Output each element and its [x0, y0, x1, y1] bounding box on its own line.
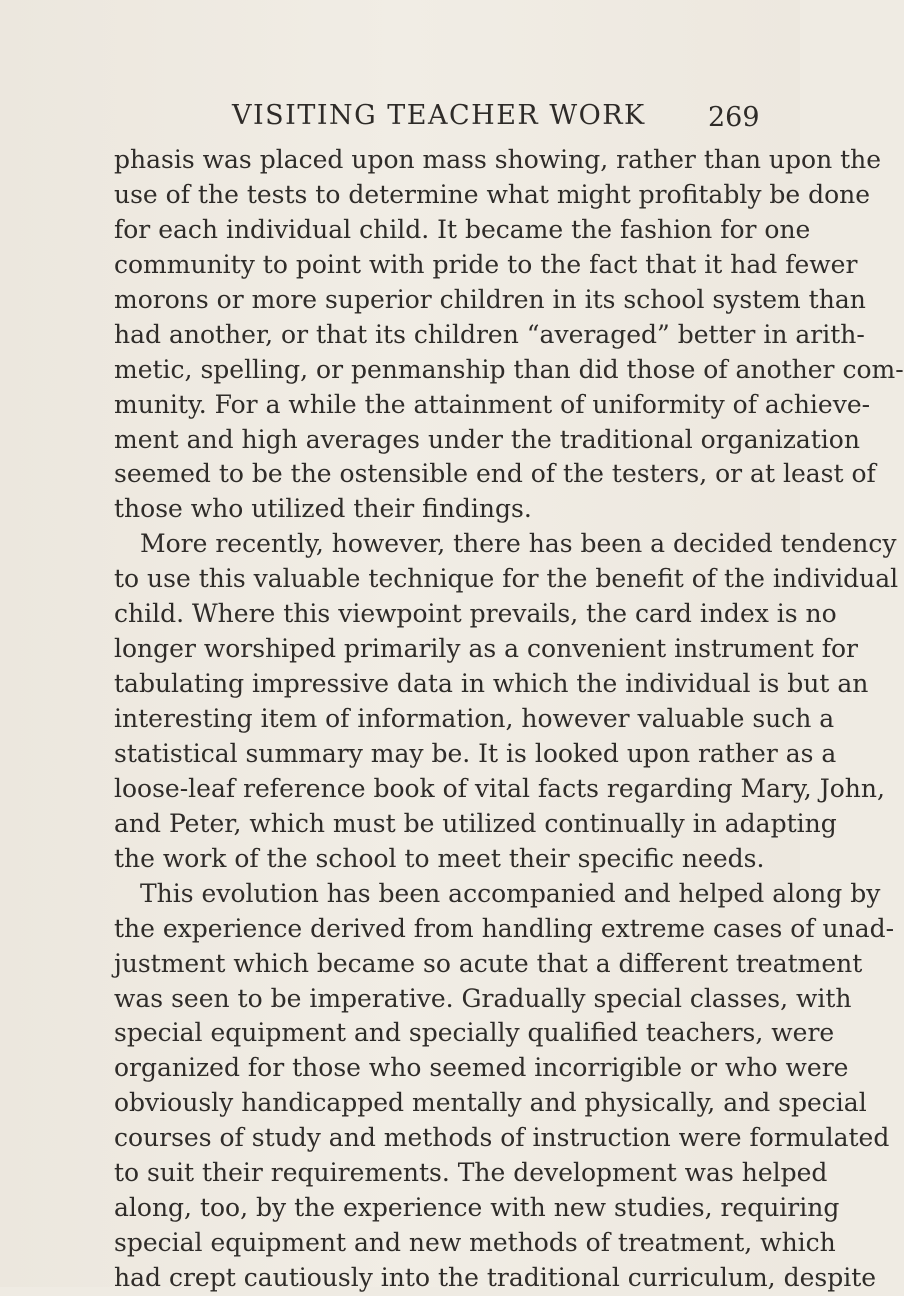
text-line: loose-leaf reference book of vital facts regarding Mary, John, — [114, 773, 885, 803]
text-line: to suit their requirements. The development was helped — [114, 1158, 828, 1188]
text-line: child. Where this viewpoint prevails, the card index is no — [114, 599, 837, 629]
text-line: ment and high averages under the traditional organization — [114, 424, 860, 454]
text-line: munity. For a while the attainment of uniformity of achieve- — [114, 389, 871, 419]
text-line: courses of study and methods of instruction were formulated — [114, 1123, 890, 1153]
paragraph-start-line: More recently, however, there has been a decided tendency — [140, 529, 897, 559]
text-line: seemed to be the ostensible end of the testers, or at least of — [114, 459, 876, 489]
running-title: VISITING TEACHER WORK — [232, 100, 646, 131]
page-number: 269 — [708, 102, 760, 133]
paragraph-end-line: the work of the school to meet their specific needs. — [114, 843, 765, 873]
paragraph-end-line: those who utilized their findings. — [114, 494, 532, 524]
text-line: and Peter, which must be utilized continually in adapting — [114, 808, 837, 838]
page-header — [0, 100, 800, 140]
text-line: the experience derived from handling extreme cases of unad- — [114, 913, 895, 943]
paragraph-start-line: This evolution has been accompanied and helped along by — [140, 878, 881, 908]
body-text — [114, 143, 904, 1296]
text-line: phasis was placed upon mass showing, rather than upon the — [114, 145, 882, 174]
text-line: tabulating impressive data in which the individual is but an — [114, 669, 869, 699]
text-line: to use this valuable technique for the benefit of the individual — [114, 564, 899, 594]
text-line: had crept cautiously into the traditional curriculum, despite — [114, 1263, 877, 1292]
text-line: had another, or that its children “averaged” better in arith- — [114, 319, 865, 349]
text-line: interesting item of information, however valuable such a — [114, 704, 835, 733]
text-line: was seen to be imperative. Gradually special classes, with — [114, 983, 852, 1013]
text-line: use of the tests to determine what might profitably be done — [114, 179, 871, 209]
text-line: along, too, by the experience with new studies, requiring — [114, 1193, 840, 1223]
text-line: statistical summary may be. It is looked upon rather as a — [114, 738, 837, 768]
text-line: special equipment and new methods of treatment, which — [114, 1228, 836, 1258]
text-line: morons or more superior children in its school system than — [114, 284, 866, 314]
text-line: organized for those who seemed incorrigible or who were — [114, 1053, 849, 1083]
text-line: special equipment and specially qualified teachers, were — [114, 1018, 835, 1048]
text-line: for each individual child. It became the fashion for one — [114, 214, 811, 244]
text-line: justment which became so acute that a different treatment — [114, 948, 863, 978]
text-line: community to point with pride to the fact that it had fewer — [114, 249, 858, 279]
text-line: metic, spelling, or penmanship than did those of another com- — [114, 354, 904, 384]
text-line: longer worshiped primarily as a convenient instrument for — [114, 634, 858, 664]
text-line: obviously handicapped mentally and physically, and special — [114, 1088, 867, 1118]
